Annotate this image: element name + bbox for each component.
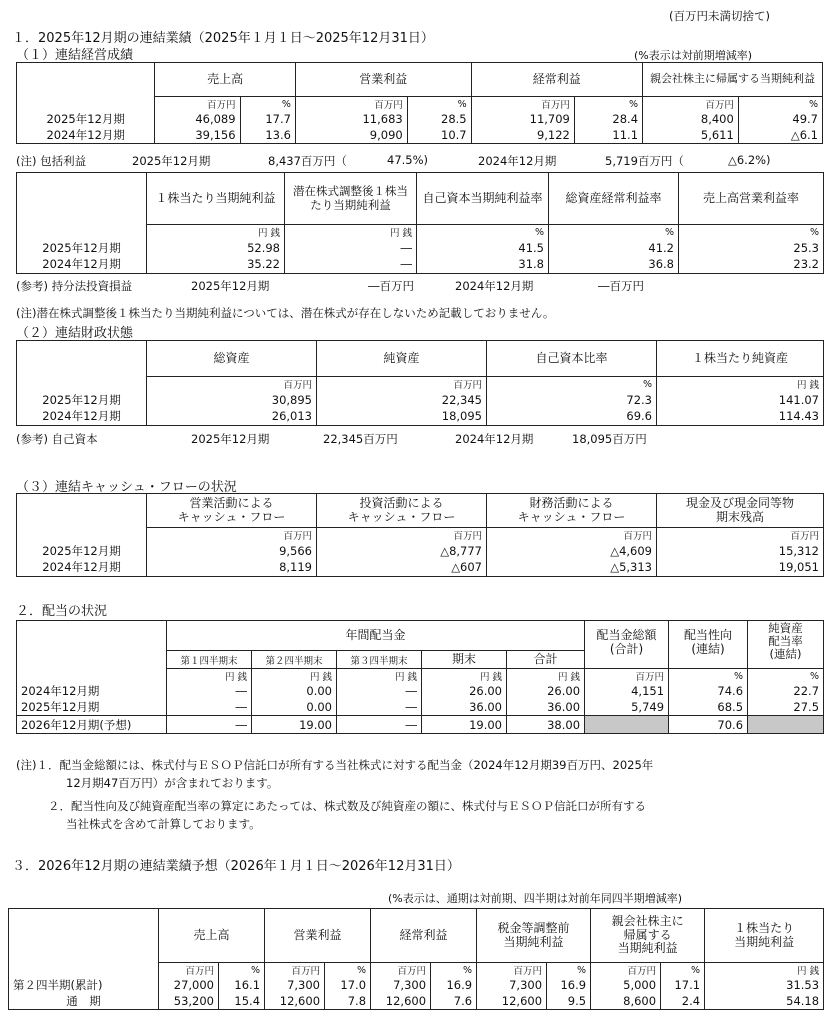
unit-label: 百万円 [477, 963, 547, 978]
unit-label: 百万円 [657, 528, 824, 543]
header-line: 当期純利益 [503, 934, 564, 949]
header-ordinary-income: 経常利益 [471, 63, 642, 97]
header-roa: 総資産経常利益率 [549, 173, 679, 225]
cell: 25.3 [679, 239, 824, 256]
header-line: キャッシュ・フロー [347, 509, 456, 524]
unit-label: 円 銭 [507, 669, 585, 684]
cell: 12,600 [265, 993, 325, 1010]
table-row [17, 391, 824, 408]
cell: ― [337, 699, 422, 716]
row-label: 2024年12月期 [17, 408, 147, 425]
header-forecast-pretax-income [477, 909, 591, 963]
per-share-table [16, 172, 824, 274]
equity-method-value: ―百万円 [368, 279, 414, 293]
equity-method-value: ―百万円 [598, 279, 644, 293]
unit-label: 円 銭 [705, 963, 824, 978]
cell: 5,611 [643, 127, 739, 144]
cell: 19,051 [657, 559, 824, 576]
header-line: (連結) [769, 647, 802, 662]
unit-label: 百万円 [155, 97, 240, 112]
row-label: 2024年12月期 [17, 559, 147, 576]
header-forecast-operating-income: 営業利益 [265, 909, 371, 963]
header-line: 配当率 [768, 634, 803, 649]
unit-label: % [219, 963, 265, 978]
cell: 53,200 [159, 993, 219, 1010]
table-row [17, 256, 824, 273]
cell: ― [285, 256, 417, 273]
header-sales: 売上高 [155, 63, 296, 97]
cell: 22,345 [317, 391, 487, 408]
dividends-table [16, 620, 824, 734]
header-eps: １株当たり当期純利益 [147, 173, 285, 225]
row-label: 第２四半期(累計) [9, 977, 159, 993]
unit-label: % [325, 963, 371, 978]
unit-label: % [574, 97, 642, 112]
cell: 52.98 [147, 239, 285, 256]
header-total-assets: 総資産 [147, 341, 317, 377]
table-row [17, 127, 823, 144]
dilution-note: (注)潜在株式調整後１株当たり当期純利益については、潜在株式が存在しないため記載しておりません。 [16, 306, 555, 320]
cell: 26,013 [147, 408, 317, 425]
dividend-note-2-cont: 当社株式を含めて計算しております。 [66, 817, 261, 831]
own-capital-period: 2024年12月期 [455, 432, 534, 446]
cell: 28.4 [574, 111, 642, 127]
cell: 8,119 [147, 559, 317, 576]
header-total-dividend [585, 621, 669, 669]
cell: 7,300 [371, 977, 431, 993]
cell: 17.7 [240, 111, 295, 127]
comprehensive-income-period: 2025年12月期 [132, 154, 211, 168]
header-line: 営業活動による [189, 495, 274, 510]
header-q3: 第３四半期末 [337, 651, 422, 669]
section-1-3-title: （３）連結キャッシュ・フローの状況 [16, 480, 237, 495]
unit-label: % [407, 97, 471, 112]
cell: 41.5 [417, 239, 549, 256]
cell: ― [337, 716, 422, 734]
cell: 8,400 [643, 111, 739, 127]
cell: 31.53 [705, 977, 824, 993]
unit-label: 円 銭 [167, 669, 252, 684]
cell: 18,095 [317, 408, 487, 425]
cell: 22.7 [748, 683, 824, 699]
header-investing-cf [317, 494, 487, 528]
cell: 114.43 [657, 408, 824, 425]
header-line: 親会社株主に [611, 913, 684, 928]
unit-label: 円 銭 [657, 377, 824, 392]
header-operating-income: 営業利益 [295, 63, 471, 97]
header-payout-ratio [669, 621, 748, 669]
cell: 11,709 [471, 111, 574, 127]
table-row [17, 111, 823, 127]
header-annual-dividend: 年間配当金 [167, 621, 585, 651]
header-line: (合計) [609, 641, 644, 656]
cell: 10.7 [407, 127, 471, 144]
comprehensive-income-pct: 47.5%) [387, 153, 429, 167]
unit-label: % [431, 963, 477, 978]
unit-label: 百万円 [159, 963, 219, 978]
unit-label: % [549, 225, 679, 240]
comprehensive-income-value: 8,437百万円（ [268, 154, 347, 168]
table-row [17, 408, 824, 425]
unit-note: (百万円未満切捨て) [669, 9, 770, 23]
header-bps: １株当たり純資産 [657, 341, 824, 377]
cell: 17.1 [661, 977, 705, 993]
unit-label: 百万円 [643, 97, 739, 112]
equity-method-label: (参考) 持分法投資損益 [16, 279, 133, 293]
cell: 11.1 [574, 127, 642, 144]
cell: 41.2 [549, 239, 679, 256]
unit-label: 円 銭 [147, 225, 285, 240]
row-label: 2025年12月期 [17, 239, 147, 256]
cell: 11,683 [295, 111, 407, 127]
cell: 9,090 [295, 127, 407, 144]
cash-flow-table [16, 493, 824, 577]
unit-label: 百万円 [265, 963, 325, 978]
unit-label: 百万円 [487, 528, 657, 543]
cell: 9,122 [471, 127, 574, 144]
cell: △607 [317, 559, 487, 576]
unit-label: 百万円 [317, 528, 487, 543]
cell: 26.00 [507, 683, 585, 699]
cell: ― [167, 683, 252, 699]
cell: 36.8 [549, 256, 679, 273]
cell: 7,300 [477, 977, 547, 993]
unit-label: % [748, 669, 824, 684]
header-forecast-net-income [591, 909, 705, 963]
cell: 16.1 [219, 977, 265, 993]
pct-note: (%表示は対前期増減率) [634, 49, 753, 62]
cell: 19.00 [252, 716, 337, 734]
header-line: 当期純利益 [734, 934, 795, 949]
unit-label: 百万円 [585, 669, 669, 684]
cell: 27.5 [748, 699, 824, 716]
operating-results-table [16, 62, 823, 144]
financial-position-table [16, 340, 824, 426]
unit-label: 百万円 [317, 377, 487, 392]
header-net-assets: 純資産 [317, 341, 487, 377]
cell: 0.00 [252, 699, 337, 716]
header-total: 合計 [507, 651, 585, 669]
row-label: 2024年12月期 [17, 256, 147, 273]
header-operating-cf [147, 494, 317, 528]
header-line: 配当性向 [684, 628, 733, 642]
unit-label: 百万円 [147, 377, 317, 392]
table-row [17, 716, 824, 734]
header-line: (連結) [691, 641, 725, 656]
cell: 13.6 [240, 127, 295, 144]
table-row [17, 699, 824, 716]
comprehensive-income-label: (注) 包括利益 [16, 154, 87, 168]
cell: 69.6 [487, 408, 657, 425]
cell: 9,566 [147, 542, 317, 559]
cell: △5,313 [487, 559, 657, 576]
section-1-1-title: （１）連結経営成績 [16, 48, 134, 63]
header-line: 税金等調整前 [497, 920, 570, 935]
unit-label: % [661, 963, 705, 978]
cell: 5,000 [591, 977, 661, 993]
cell: 70.6 [669, 716, 748, 734]
cell: 12,600 [371, 993, 431, 1010]
dividend-note-1: (注)１．配当金総額には、株式付与ＥＳＯＰ信託口が所有する当社株式に対する配当金（2024年12月期39百万円、2025年 [16, 758, 654, 772]
header-line: 配当金総額 [596, 628, 657, 642]
header-equity-ratio: 自己資本比率 [487, 341, 657, 377]
cell: 16.9 [431, 977, 477, 993]
cell: 7.6 [431, 993, 477, 1010]
header-net-income: 親会社株主に帰属する当期純利益 [643, 63, 823, 97]
unit-label: 円 銭 [252, 669, 337, 684]
unit-label: % [240, 97, 295, 112]
header-year-end: 期末 [422, 651, 507, 669]
cell: 49.7 [738, 111, 822, 127]
row-label: 2026年12月期(予想) [17, 716, 167, 734]
unit-label: % [547, 963, 591, 978]
cell: 19.00 [422, 716, 507, 734]
own-capital-value: 22,345百万円 [323, 432, 398, 446]
header-line: キャッシュ・フロー [517, 509, 626, 524]
cell: ― [167, 699, 252, 716]
unit-label: % [417, 225, 549, 240]
header-financing-cf [487, 494, 657, 528]
table-row [17, 683, 824, 699]
section-3-title: ３．2026年12月期の連結業績予想（2026年１月１日～2026年12月31日） [12, 859, 460, 874]
header-line: 純資産 [768, 621, 803, 635]
cell: 28.5 [407, 111, 471, 127]
cell: 12,600 [477, 993, 547, 1010]
unit-label: 百万円 [591, 963, 661, 978]
header-line: 帰属する [623, 927, 672, 942]
cell: ― [285, 239, 417, 256]
row-label: 2024年12月期 [17, 127, 155, 144]
forecast-pct-note: (%表示は、通期は対前期、四半期は対前年同四半期増減率) [388, 892, 683, 905]
cell: 16.9 [547, 977, 591, 993]
cell: 2.4 [661, 993, 705, 1010]
unit-label: 百万円 [147, 528, 317, 543]
table-row [17, 239, 824, 256]
section-1-title: １．2025年12月期の連結業績（2025年１月１日～2025年12月31日） [12, 31, 434, 46]
section-1-2-title: （２）連結財政状態 [16, 326, 134, 341]
unit-label: % [487, 377, 657, 392]
header-forecast-sales: 売上高 [159, 909, 265, 963]
header-line: 財務活動による [529, 495, 614, 510]
header-line: 当期純利益 [617, 941, 678, 956]
cell: 23.2 [679, 256, 824, 273]
equity-method-period: 2025年12月期 [191, 279, 270, 293]
unit-label: 円 銭 [422, 669, 507, 684]
cell: △6.1 [738, 127, 822, 144]
unit-label: 円 銭 [285, 225, 417, 240]
cell: 38.00 [507, 716, 585, 734]
row-label: 2024年12月期 [17, 683, 167, 699]
cell: 54.18 [705, 993, 824, 1010]
table-row [9, 977, 824, 993]
cell: 68.5 [669, 699, 748, 716]
header-forecast-eps [705, 909, 824, 963]
cell: 39,156 [155, 127, 240, 144]
row-label: 2025年12月期 [17, 542, 147, 559]
header-diluted-eps: 潜在株式調整後１株当たり当期純利益 [285, 173, 417, 225]
table-row [9, 993, 824, 1010]
cell: 27,000 [159, 977, 219, 993]
cell: 46,089 [155, 111, 240, 127]
comprehensive-income-value: 5,719百万円（ [605, 154, 684, 168]
cell: 35.22 [147, 256, 285, 273]
unit-label: 百万円 [371, 963, 431, 978]
header-line: 期末残高 [715, 509, 764, 524]
cell: △8,777 [317, 542, 487, 559]
unit-label: 百万円 [471, 97, 574, 112]
cell: 74.6 [669, 683, 748, 699]
own-capital-label: (参考) 自己資本 [16, 432, 98, 446]
row-label: 通 期 [9, 993, 159, 1010]
comprehensive-income-pct: △6.2%) [728, 153, 771, 167]
row-label: 2025年12月期 [17, 699, 167, 716]
cell: 7.8 [325, 993, 371, 1010]
blank-header [17, 63, 155, 97]
cell: 8,600 [591, 993, 661, 1010]
header-op-margin: 売上高営業利益率 [679, 173, 824, 225]
row-label: 2025年12月期 [17, 391, 147, 408]
cell: 26.00 [422, 683, 507, 699]
header-line: キャッシュ・フロー [177, 509, 286, 524]
cell: ― [337, 683, 422, 699]
header-dividend-on-equity [748, 621, 824, 669]
cell: 7,300 [265, 977, 325, 993]
cell: 15,312 [657, 542, 824, 559]
cell: 36.00 [422, 699, 507, 716]
dividend-note-2: ２．配当性向及び純資産配当率の算定にあたっては、株式数及び純資産の額に、株式付与ＥＳＯＰ信託口が所有する [48, 799, 646, 813]
own-capital-period: 2025年12月期 [191, 432, 270, 446]
unit-label: 円 銭 [337, 669, 422, 684]
header-forecast-ordinary-income: 経常利益 [371, 909, 477, 963]
cell: ― [167, 716, 252, 734]
equity-method-period: 2024年12月期 [455, 279, 534, 293]
cell: 15.4 [219, 993, 265, 1010]
table-row [17, 542, 824, 559]
cell: 141.07 [657, 391, 824, 408]
cell: △4,609 [487, 542, 657, 559]
forecast-table [8, 908, 824, 1010]
cell: 5,749 [585, 699, 669, 716]
shaded-cell [748, 716, 824, 734]
section-2-title: ２．配当の状況 [16, 604, 108, 619]
unit-label: % [738, 97, 822, 112]
header-line: 投資活動による [359, 495, 444, 510]
header-cash-balance [657, 494, 824, 528]
unit-label: % [679, 225, 824, 240]
own-capital-value: 18,095百万円 [572, 432, 647, 446]
cell: 31.8 [417, 256, 549, 273]
cell: 4,151 [585, 683, 669, 699]
header-q1: 第１四半期末 [167, 651, 252, 669]
cell: 9.5 [547, 993, 591, 1010]
cell: 36.00 [507, 699, 585, 716]
header-line: １株当たり [734, 920, 795, 935]
comprehensive-income-period: 2024年12月期 [478, 154, 557, 168]
unit-label: 百万円 [295, 97, 407, 112]
shaded-cell [585, 716, 669, 734]
header-line: 現金及び現金同等物 [685, 495, 794, 510]
table-row [17, 559, 824, 576]
row-label: 2025年12月期 [17, 111, 155, 127]
header-q2: 第２四半期末 [252, 651, 337, 669]
cell: 72.3 [487, 391, 657, 408]
cell: 0.00 [252, 683, 337, 699]
header-roe: 自己資本当期純利益率 [417, 173, 549, 225]
cell: 30,895 [147, 391, 317, 408]
unit-label: % [669, 669, 748, 684]
cell: 17.0 [325, 977, 371, 993]
dividend-note-1-cont: 12月期47百万円）が含まれております。 [66, 776, 279, 790]
